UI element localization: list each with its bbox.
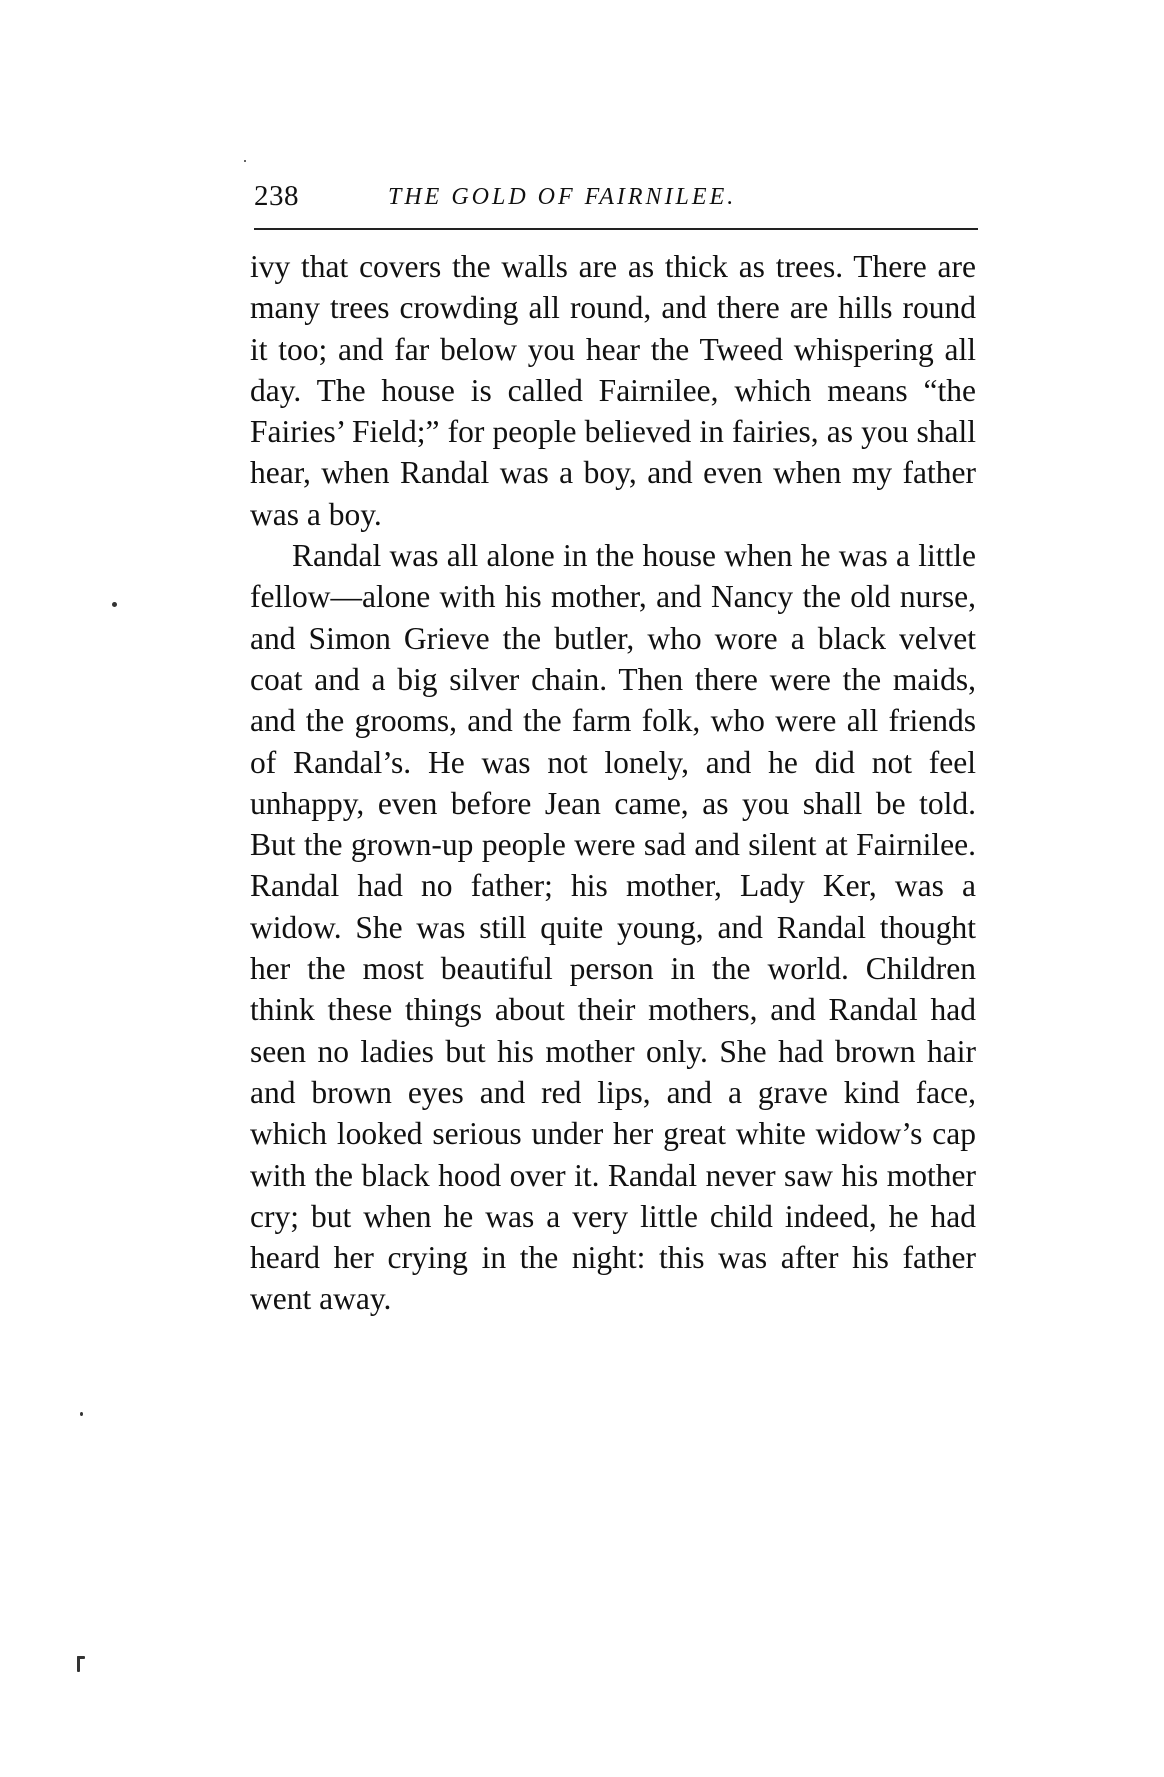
- paragraph-2: Randal was all alone in the house when he was a little fellow—alone with his mother, and Nancy the old nurse, and Simon Grieve the butler, who wore a black velvet coat and a big silver chain. Then there were the maids, and the grooms, and the farm folk, who were all friends of Randal’s. He was not lonely, and he did not feel unhappy, even before Jean came, as you shall be told. But the grown-up people were sad and silent at Fairnilee. Randal had no father; his mother, Lady Ker, was a widow. She was still quite young, and Randal thought her the most beautiful person in the world. Children think these things about their mothers, and Randal had seen no ladies but his mother only. She had brown hair and brown eyes and red lips, and a grave kind face, which looked serious under her great white widow’s cap with the black hood over it. Randal never saw his mother cry; but when he was a very little child indeed, he had heard her crying in the night: this was after his father went away.: [250, 538, 976, 1317]
- scan-speck: [244, 160, 246, 162]
- paragraph-1: ivy that covers the walls are as thick as trees. There are many trees crowding all round, and there are hills round it too; and far below you hear the Tweed whispering all day. The house is called Fairnilee, which means “the Fairies’ Field;” for people believed in fairies, as you shall hear, when Randal was a boy, and even when my father was a boy.: [250, 249, 976, 532]
- scan-speck: [77, 1656, 85, 1659]
- page-header: [254, 178, 978, 224]
- body-text: [250, 246, 976, 1320]
- running-title: THE GOLD OF FAIRNILEE.: [388, 184, 737, 210]
- scan-speck: [112, 602, 117, 607]
- header-rule: [254, 228, 978, 230]
- page-number: 238: [254, 180, 299, 212]
- scan-speck: [80, 1412, 83, 1416]
